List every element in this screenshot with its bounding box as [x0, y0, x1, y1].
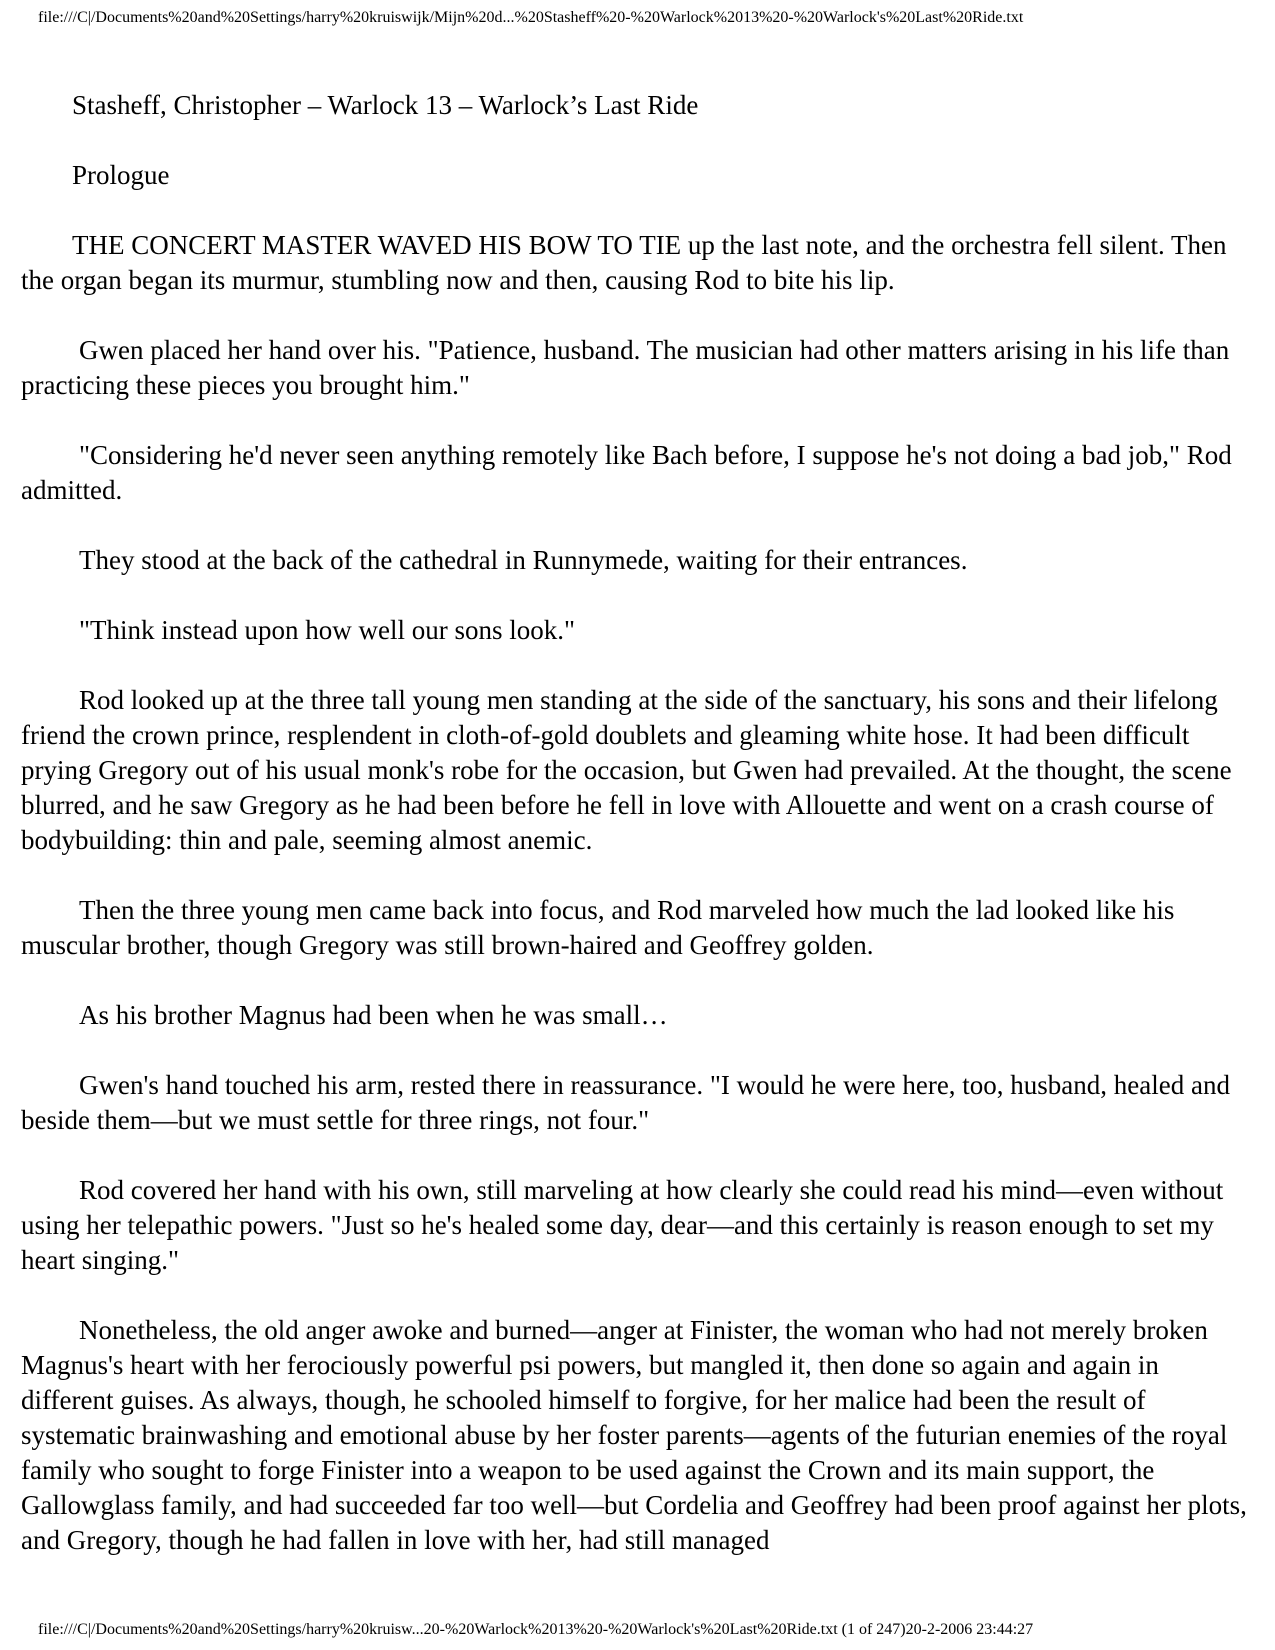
paragraph: Rod covered her hand with his own, still marveling at how clearly she could read his mind—even without using her telepathic powers. "Just so he's healed some day, dear—and this certainly is reason enough to set my heart singing.": [21, 1175, 1224, 1275]
paragraph: "Think instead upon how well our sons look.": [79, 615, 576, 645]
paragraph: Gwen's hand touched his arm, rested there in reassurance. "I would he were here, too, husband, healed and beside them—but we must settle for three rings, not four.": [21, 1070, 1230, 1135]
paragraph: Gwen placed her hand over his. "Patience, husband. The musician had other matters arising in his life than practicing these pieces you brought him.": [21, 335, 1230, 400]
paragraph: THE CONCERT MASTER WAVED HIS BOW TO TIE up the last note, and the orchestra fell silent. Then the organ began its murmur, stumbling now and then, causing Rod to bite his lip.: [21, 230, 1227, 295]
paragraph: Rod looked up at the three tall young men standing at the side of the sanctuary, his sons and their lifelong friend the crown prince, resplendent in cloth-of-gold doublets and gleaming white hose. It had been difficult prying Gregory out of his usual monk's robe for the occasion, but Gwen had prevailed. At the thought, the scene blurred, and he saw Gregory as he had been before he fell in love with Allouette and went on a crash course of bodybuilding: thin and pale, seeming almost anemic.: [21, 685, 1232, 855]
page-header-url: file:///C|/Documents%20and%20Settings/harry%20kruiswijk/Mijn%20d...%20Stasheff%20-%20Warlock%2013%20-%20Warlock's%20Last%20Ride.txt: [38, 9, 1024, 26]
document-title: Stasheff, Christopher – Warlock 13 – Warlock’s Last Ride: [72, 90, 699, 120]
paragraph: "Considering he'd never seen anything remotely like Bach before, I suppose he's not doing a bad job," Rod admitted.: [21, 440, 1232, 505]
paragraph: Then the three young men came back into focus, and Rod marveled how much the lad looked like his muscular brother, though Gregory was still brown-haired and Geoffrey golden.: [21, 895, 1175, 960]
page-footer-url: file:///C|/Documents%20and%20Settings/harry%20kruisw...20-%20Warlock%2013%20-%20Warlock's%20Last%20Ride.txt (1 of 247)20-2-2006 23:44:27: [38, 1621, 1034, 1638]
paragraph: They stood at the back of the cathedral in Runnymede, waiting for their entrances.: [79, 545, 968, 575]
section-heading: Prologue: [72, 160, 170, 190]
document-body: [21, 88, 1257, 1593]
paragraph: As his brother Magnus had been when he was small…: [79, 1000, 668, 1030]
paragraph: Nonetheless, the old anger awoke and burned—anger at Finister, the woman who had not merely broken Magnus's heart with her ferociously powerful psi powers, but mangled it, then done so again and again in different guises. As always, though, he schooled himself to forgive, for her malice had been the result of systematic brainwashing and emotional abuse by her foster parents—agents of the futurian enemies of the royal family who sought to forge Finister into a weapon to be used against the Crown and its main support, the Gallowglass family, and had succeeded far too well—but Cordelia and Geoffrey had been proof against her plots, and Gregory, though he had fallen in love with her, had still managed: [21, 1315, 1247, 1555]
